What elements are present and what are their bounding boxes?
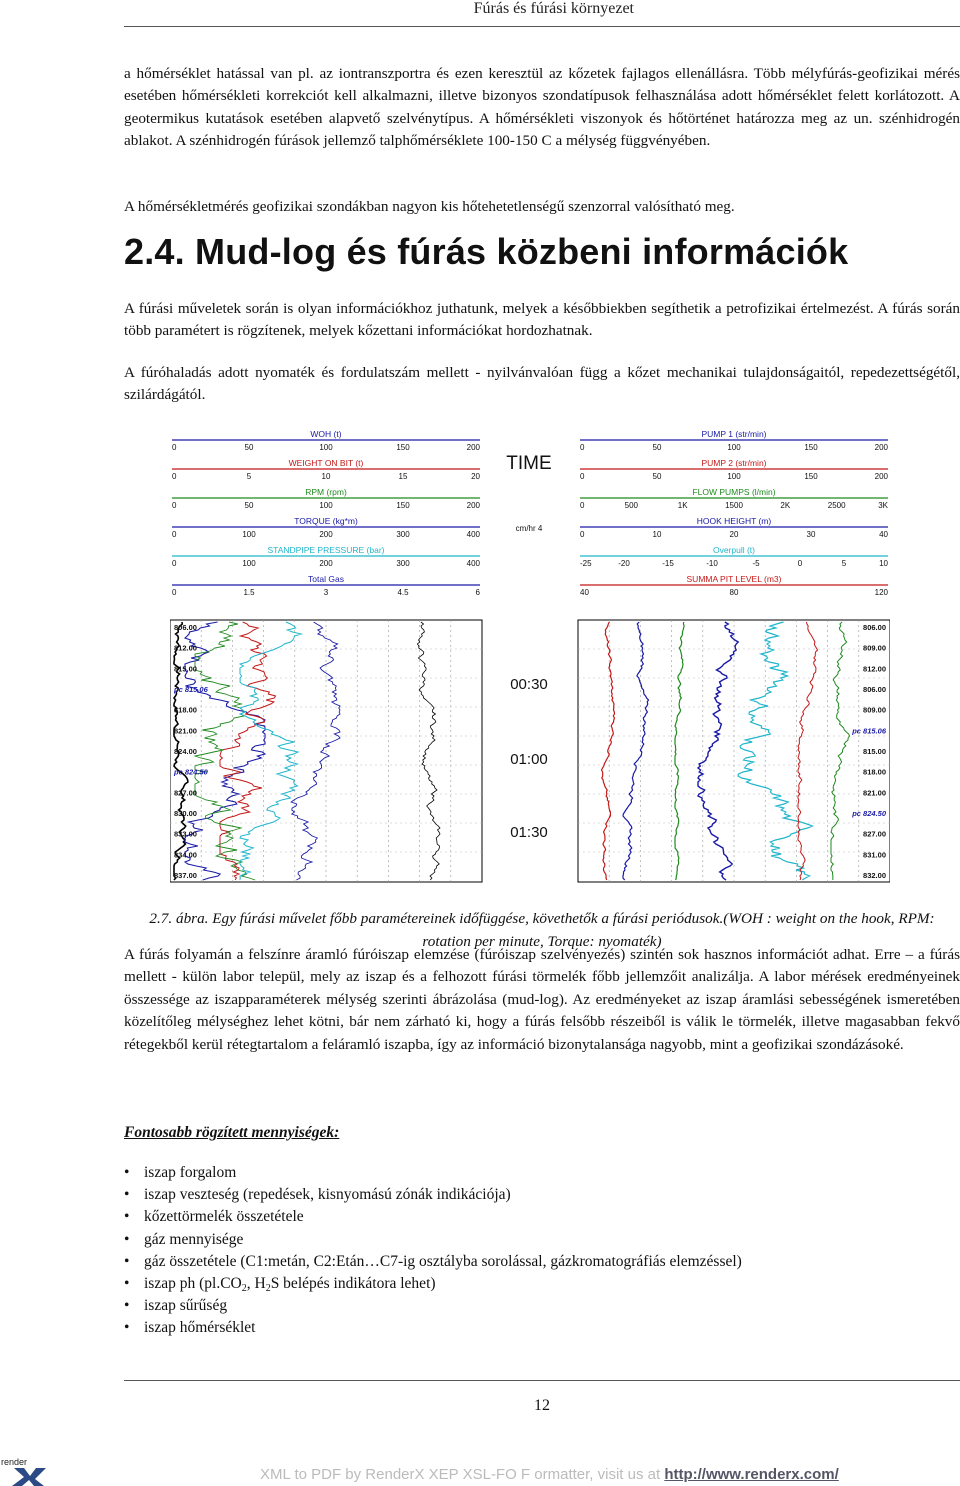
right-track-tick: 0 [797, 559, 803, 568]
right-track-tick: -10 [706, 559, 718, 568]
paragraph-mud-log: A fúrás folyamán a felszínre áramló fúróiszap elemzése (fúróiszap szelvényezés) szintén sok hasznos információt adhat. Erre – a fúrás mellett - külön labor települ, mely az iszap és a felhozott fúrási törmelék főbb jellemzőit analizálja. A labor mérések eredményeinek összessége az iszapparaméterek mélység szerinti ábrázolása (mud-log). Az eredményeket az iszap áramlási sebességének ismeretében közelítőleg mélységhez lehet kötni, bár nem zárható ki, hogy a fúrás felsőbb részeiből is válik le törmelék, illetve magasabban fekvő rétegekből kerül rétegtartalom a feláramló iszapba, így az információ bizonytalansága nagyobb, mint a geofizikai szondázásoké. [124, 946, 960, 1053]
left-depth-label: 834.00 [174, 850, 197, 860]
left-track-tick: 3 [323, 588, 329, 597]
left-depth-label: 818.00 [174, 705, 197, 715]
left-track-tick: 300 [396, 530, 410, 539]
left-track-tick: 200 [466, 443, 480, 452]
left-track-tick: 0 [172, 443, 177, 452]
left-depth-label: pc 824.50 [174, 767, 208, 777]
left-track-tick: 0 [172, 501, 177, 510]
left-depth-label: 827.00 [174, 788, 197, 798]
right-depth-label: pc 824.50 [852, 809, 886, 818]
right-depth-label: 827.00 [863, 829, 886, 839]
paragraph-drilling-rate: A fúróhaladás adott nyomaték és fordulatszám mellett - nyilvánvalóan függ a kőzet mechanikai tulajdonságaitól, repedezettségétől, szilárdágától. [124, 364, 960, 404]
right-track-tick: 1K [677, 501, 688, 510]
left-depth-label: pc 815.06 [174, 685, 208, 694]
right-track-tick: 2K [780, 501, 791, 510]
left-track-tick: 100 [319, 501, 333, 510]
right-track-tick: -5 [752, 559, 760, 568]
right-track-tick: 30 [806, 530, 816, 539]
running-head: Fúrás és fúrási környezet [473, 0, 634, 17]
right-track-tick: 0 [580, 530, 585, 539]
left-track-tick: 6 [475, 588, 480, 597]
left-track-title: Total Gas [308, 574, 344, 584]
paragraph-temperature: a hőmérséklet hatással van pl. az iontranszportra és ezen keresztül az kőzetek fajlagos ellenállásra. Több mélyfúrás-geofizikai mérés esetében hőmérsékleti korrekciót kell alkalmazni, illetve bizonyos szondatípusok felhasználása adott hőmérséklet felett korlátozott. A geotermikus kutatások esetében alapvető szelvénytípus. A hőmérsékleti viszonyok és hőtörténet határozza meg az un. szénhidrogén ablakot. A szénhidrogén fúrások jellemző talphőmérséklete 100-150 C a mélység függvényében. [124, 65, 960, 150]
left-depth-label: 837.00 [174, 871, 197, 880]
right-track-tick: 100 [727, 443, 741, 452]
left-track-tick: 0 [172, 588, 177, 597]
right-depth-label: pc 815.06 [852, 726, 886, 736]
right-track-tick: 10 [652, 530, 662, 539]
left-track-tick: 200 [466, 501, 480, 510]
left-depth-label: 812.00 [174, 643, 197, 653]
list-item: • gáz összetétele (C1:metán, C2:Etán…C7-ig osztályba sorolással, gázkromatográfiás elemzéssel) [124, 1252, 742, 1270]
left-track-tick: 10 [321, 472, 331, 481]
paragraph-drilling-info: A fúrási műveletek során is olyan információkhoz juthatunk, melyek a későbbiekben segíthetik a petrofizikai értelmezést. A fúrás során több paramétert is rögzítenek, melyek kőzettani információkat hordozhatnak. [124, 300, 960, 340]
left-log-area [170, 620, 482, 882]
time-unit: cm/hr 4 [515, 524, 543, 533]
right-depth-label: 806.00 [863, 623, 886, 632]
recorded-quantities-title: Fontosabb rögzített mennyiségek: [124, 1124, 340, 1141]
left-track-tick: 0 [172, 530, 177, 539]
right-track-tick: -20 [618, 559, 630, 568]
right-track-tick: 40 [580, 588, 589, 597]
time-label: 01:30 [510, 824, 548, 841]
list-item: • iszap hőmérséklet [124, 1319, 256, 1337]
left-track-tick: 0 [172, 559, 177, 568]
right-track-tick: 3K [878, 501, 888, 510]
left-track-tick: 100 [242, 530, 256, 539]
left-track-tick: 50 [244, 501, 254, 510]
footer-note: XML to PDF by RenderX XEP XSL-FO F ormatter, visit us at http://www.renderx.com/ [260, 1466, 839, 1483]
right-depth-label: 831.00 [863, 850, 886, 860]
right-track-title: Overpull (t) [712, 545, 756, 555]
left-track-title: RPM (rpm) [305, 487, 347, 497]
left-track-tick: 20 [471, 472, 480, 481]
left-depth-label: 833.00 [174, 829, 197, 839]
time-label: 00:30 [510, 676, 548, 693]
figure-caption: 2.7. ábra. Egy fúrási művelet főbb paramétereinek időfüggése, követhetők a fúrási periódusok.(WOH : weight on the hook, RPM: rotation per minute, Torque: nyomaték) [149, 910, 935, 950]
left-depth-label: 830.00 [174, 809, 197, 818]
left-track-title: WOH (t) [310, 429, 342, 439]
time-title: TIME [506, 453, 552, 474]
right-depth-label: 809.00 [863, 643, 886, 653]
right-track-title: PUMP 2 (str/min) [701, 458, 767, 468]
list-item: • kőzettörmelék összetétele [124, 1208, 304, 1226]
left-track-tick: 200 [319, 559, 333, 568]
left-depth-label: 815.00 [174, 664, 197, 674]
right-track-title: PUMP 1 (str/min) [701, 429, 767, 439]
left-track-tick: 150 [396, 501, 410, 510]
left-track-tick: 4.5 [397, 588, 409, 597]
right-track-tick: 50 [652, 472, 662, 481]
right-track-tick: 120 [874, 588, 888, 597]
right-track-tick: -15 [662, 559, 674, 568]
recorded-quantities-list [124, 1162, 742, 1340]
footer-rule [124, 1380, 960, 1381]
left-track-tick: 200 [319, 530, 333, 539]
left-depth-label: 806.00 [174, 623, 197, 632]
left-track-tick: 150 [396, 443, 410, 452]
right-track-tick: 150 [804, 443, 818, 452]
right-depth-label: 818.00 [863, 767, 886, 777]
right-track-title: HOOK HEIGHT (m) [696, 516, 772, 526]
right-depth-label: 812.00 [863, 664, 886, 674]
left-track-tick: 50 [244, 443, 254, 452]
right-track-tick: 40 [879, 530, 888, 539]
right-track-tick: 200 [874, 472, 888, 481]
right-track-tick: 50 [652, 443, 662, 452]
list-item: • iszap veszteség (repedések, kisnyomású zónák indikációja) [124, 1186, 511, 1204]
list-item: • gáz mennyisége [124, 1230, 244, 1248]
time-label: 01:00 [510, 751, 548, 768]
right-track-tick: 0 [580, 443, 585, 452]
left-depth-label: 824.00 [174, 747, 197, 756]
right-track-tick: 2500 [827, 501, 846, 510]
page-number: 12 [534, 1397, 550, 1414]
drilling-log-figure [170, 423, 890, 886]
left-track-tick: 300 [396, 559, 410, 568]
right-depth-label: 815.00 [863, 747, 886, 756]
right-track-tick: -25 [580, 559, 592, 568]
right-track-title: FLOW PUMPS (l/min) [692, 487, 776, 497]
left-track-title: STANDPIPE PRESSURE (bar) [267, 545, 385, 555]
renderx-logo-icon [0, 1453, 48, 1486]
right-track-tick: 5 [841, 559, 847, 568]
left-track-tick: 0 [172, 472, 177, 481]
right-track-tick: 10 [879, 559, 888, 568]
right-track-tick: 150 [804, 472, 818, 481]
right-log-area [578, 620, 890, 882]
right-track-tick: 500 [624, 501, 639, 510]
right-track-tick: 0 [580, 472, 585, 481]
right-track-tick: 20 [729, 530, 739, 539]
section-heading: 2.4. Mud-log és fúrás közbeni információk [124, 231, 849, 272]
left-track-title: WEIGHT ON BIT (t) [288, 458, 364, 468]
left-track-tick: 5 [246, 472, 252, 481]
right-track-tick: 100 [727, 472, 741, 481]
header-rule [124, 26, 960, 27]
list-item: • iszap sűrűség [124, 1297, 228, 1315]
left-track-tick: 400 [466, 530, 480, 539]
left-track-tick: 400 [466, 559, 480, 568]
right-depth-label: 806.00 [863, 685, 886, 694]
right-track-tick: 1500 [725, 501, 743, 510]
left-track-tick: 100 [242, 559, 256, 568]
right-track-title: SUMMA PIT LEVEL (m3) [686, 574, 782, 584]
list-item: • iszap forgalom [124, 1164, 237, 1181]
right-depth-label: 832.00 [863, 871, 886, 880]
left-track-tick: 1.5 [243, 588, 255, 597]
right-track-tick: 0 [580, 501, 585, 510]
right-track-tick: 80 [729, 588, 739, 597]
paragraph-temperature-measurement: A hőmérsékletmérés geofizikai szondákban nagyon kis hőtehetetlenségű szenzorral valósítható meg. [124, 198, 735, 215]
right-depth-label: 821.00 [863, 788, 886, 798]
svg-text:render: render [1, 1457, 28, 1467]
right-track-tick: 200 [874, 443, 888, 452]
left-track-tick: 100 [319, 443, 333, 452]
right-depth-label: 809.00 [863, 705, 886, 715]
renderx-link[interactable]: http://www.renderx.com/ [664, 1466, 839, 1483]
left-track-title: TORQUE (kg*m) [294, 516, 358, 526]
list-item: • iszap ph ($pl.CO_2$, $H_2S$ belépés indikátora lehet) [124, 1274, 436, 1294]
left-depth-label: 821.00 [174, 726, 197, 736]
left-track-tick: 15 [398, 472, 408, 481]
